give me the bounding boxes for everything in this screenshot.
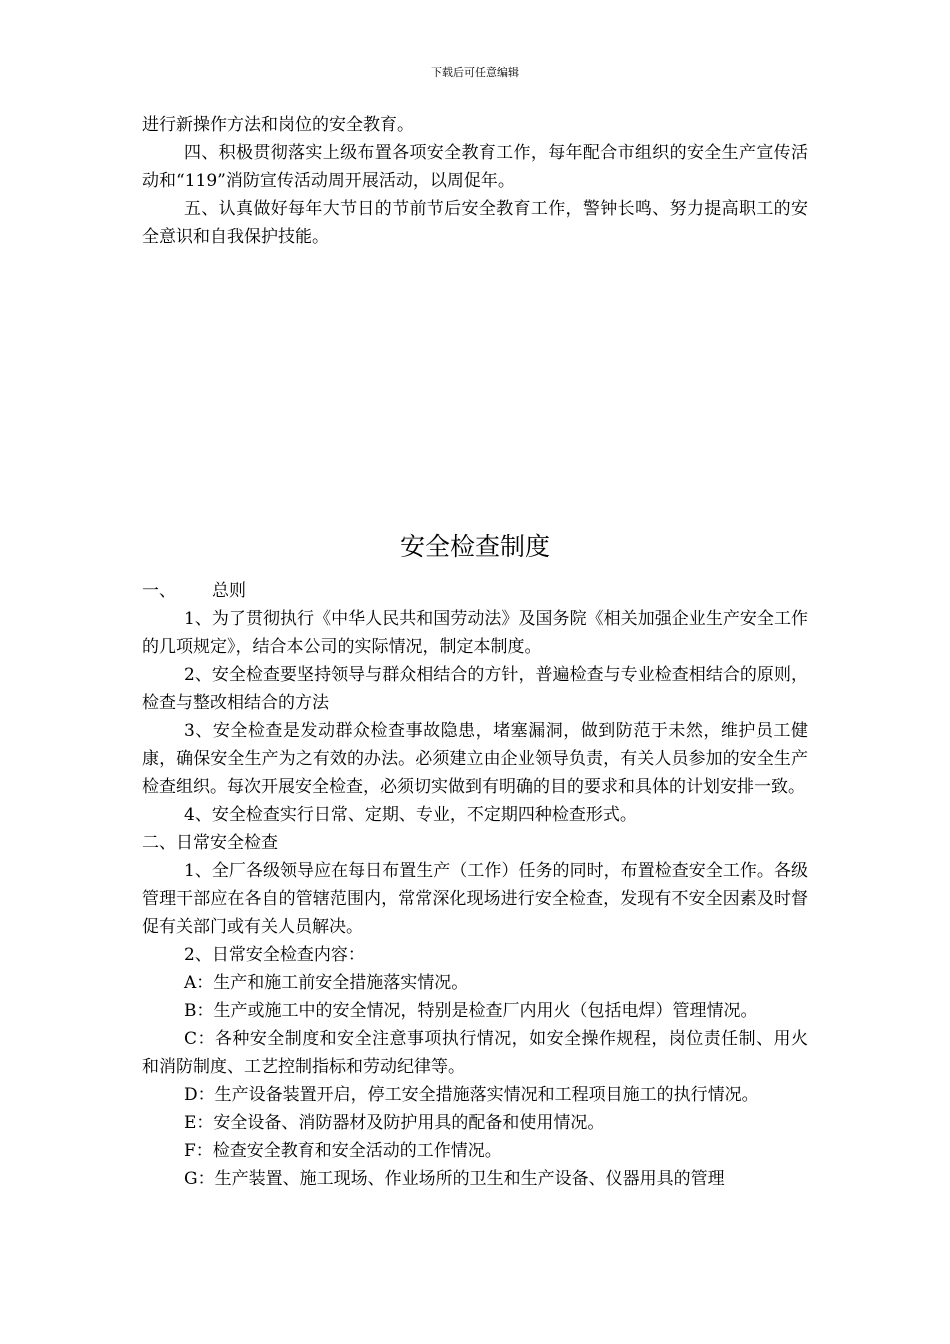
paragraph: C：各种安全制度和安全注意事项执行情况，如安全操作规程，岗位责任制、用火和消防制度、工艺控制指标和劳动纪律等。 — [142, 1029, 808, 1077]
paragraph: 2、安全检查要坚持领导与群众相结合的方针，普遍检查与专业检查相结合的原则，检查与整改相结合的方法 — [142, 665, 808, 713]
section-label: 总则 — [212, 581, 246, 601]
paragraph: D：生产设备装置开启，停工安全措施落实情况和工程项目施工的执行情况。 — [184, 1085, 759, 1105]
paragraph: E：安全设备、消防器材及防护用具的配备和使用情况。 — [184, 1113, 605, 1133]
paragraph: 四、积极贯彻落实上级布置各项安全教育工作，每年配合市组织的安全生产宣传活动和“119”消防宣传活动周开展活动，以周促年。 — [142, 143, 808, 191]
section-heading: 二、日常安全检查 — [142, 833, 278, 853]
paragraph: 1、为了贯彻执行《中华人民共和国劳动法》及国务院《相关加强企业生产安全工作的几项规定》，结合本公司的实际情况，制定本制度。 — [142, 609, 808, 657]
paragraph: B：生产或施工中的安全情况，特别是检查厂内用火（包括电焊）管理情况。 — [184, 1001, 758, 1021]
section-number: 一、 — [142, 581, 176, 601]
page-header: 下载后可任意编辑 — [431, 66, 519, 79]
document-title: 安全检查制度 — [399, 532, 550, 561]
section-heading — [142, 577, 808, 605]
paragraph: 3、安全检查是发动群众检查事故隐患，堵塞漏洞，做到防范于未然，维护员工健康，确保安全生产为之有效的办法。必须建立由企业领导负责，有关人员参加的安全生产检查组织。每次开展安全检查，必须切实做到有明确的目的要求和具体的计划安排一致。 — [142, 721, 808, 797]
paragraph: 4、安全检查实行日常、定期、专业，不定期四种检查形式。 — [184, 805, 637, 825]
paragraph: 进行新操作方法和岗位的安全教育。 — [142, 115, 414, 135]
top-paragraphs — [142, 111, 808, 251]
paragraph: 2、日常安全检查内容： — [184, 945, 365, 965]
paragraph: 1、全厂各级领导应在每日布置生产（工作）任务的同时，布置检查安全工作。各级管理干部应在各自的管辖范围内，常常深化现场进行安全检查，发现有不安全因素及时督促有关部门或有关人员解决。 — [142, 861, 808, 937]
body-section — [142, 577, 808, 1193]
paragraph: 五、认真做好每年大节日的节前节后安全教育工作，警钟长鸣、努力提高职工的安全意识和自我保护技能。 — [142, 199, 808, 247]
paragraph: F：检查安全教育和安全活动的工作情况。 — [184, 1141, 502, 1161]
paragraph: A：生产和施工前安全措施落实情况。 — [184, 973, 469, 993]
paragraph: G：生产装置、施工现场、作业场所的卫生和生产设备、仪器用具的管理 — [184, 1169, 725, 1189]
